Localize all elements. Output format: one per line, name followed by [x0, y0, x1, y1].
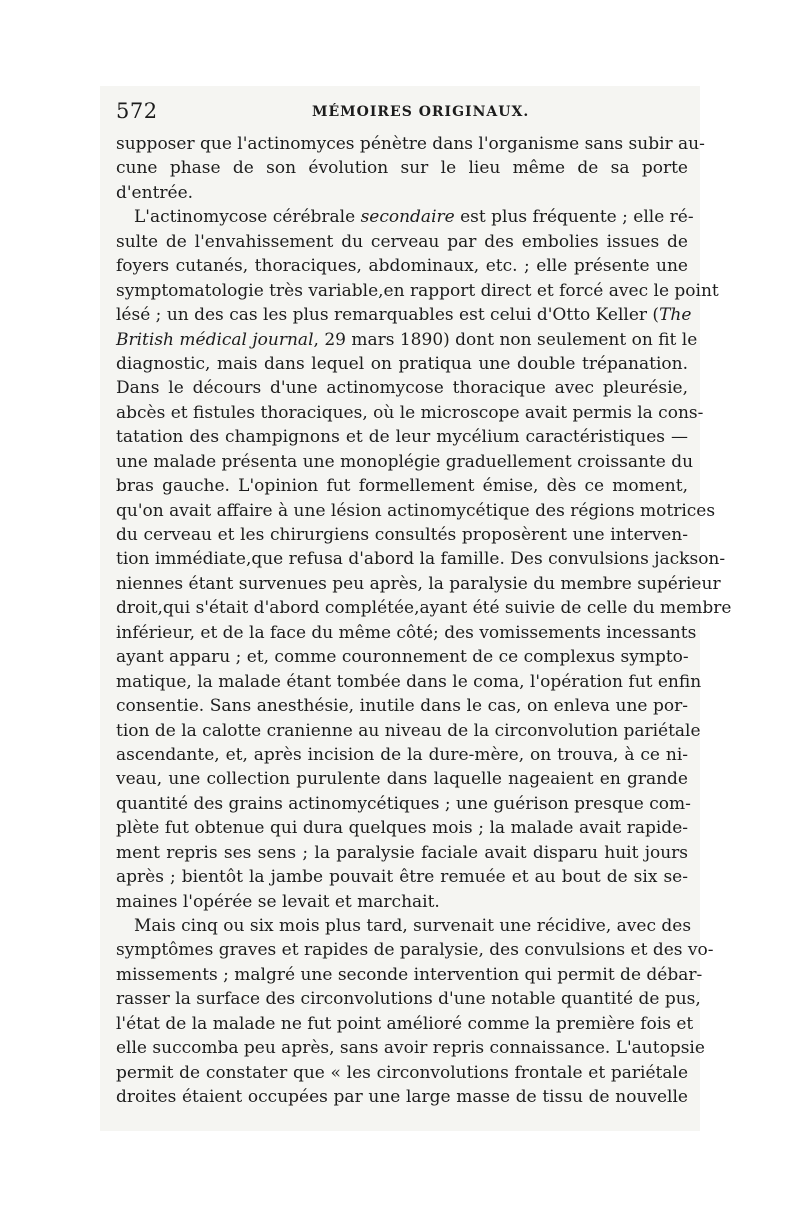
text-line: ascendante, et, après incision de la dure-mère, on trouva, à ce ni-	[116, 744, 688, 765]
text-line: d'entrée.	[116, 182, 194, 203]
text-line: supposer que l'actinomyces pénètre dans l'organisme sans subir au-	[116, 134, 705, 154]
text-line: cune phase de son évolution sur le lieu même de sa porte	[116, 158, 688, 179]
text-line: plète fut obtenue qui dura quelques mois ; la malade avait rapide-	[116, 818, 688, 839]
text-line: tion immédiate,que refusa d'abord la famille. Des convulsions jackson-	[116, 549, 726, 570]
text-line: tion de la calotte cranienne au niveau de la circonvolution pariétale	[116, 720, 701, 741]
running-title: MÉMOIRES ORIGINAUX.	[312, 104, 530, 120]
text-line: elle succomba peu après, sans avoir repris connaissance. L'autopsie	[116, 1038, 705, 1059]
text-line: qu'on avait affaire à une lésion actinomycétique des régions motrices	[116, 500, 716, 521]
text-line: quantité des grains actinomycétiques ; une guérison presque com-	[116, 793, 691, 814]
text-line: veau, une collection purulente dans laquelle nageaient en grande	[116, 769, 688, 790]
text-line: matique, la malade étant tombée dans le coma, l'opération fut enfin	[116, 671, 702, 692]
text-line: droites étaient occupées par une large masse de tissu de nouvelle	[116, 1087, 688, 1108]
text-line: rasser la surface des circonvolutions d'une notable quantité de pus,	[116, 989, 701, 1010]
journal-title-part: British médical journal	[116, 329, 314, 350]
text-run: est plus fréquente ; elle ré-	[454, 207, 694, 228]
text-line	[116, 328, 698, 352]
text-line: droit,qui s'était d'abord complétée,ayant été suivie de celle du membre	[116, 598, 732, 619]
text-line: foyers cutanés, thoraciques, abdominaux, etc. ; elle présente une	[116, 256, 688, 277]
text-run: , 29 mars 1890) dont non seulement on fit le	[313, 329, 698, 350]
text-line: consentie. Sans anesthésie, inutile dans le cas, on enleva une por-	[116, 696, 688, 717]
text-line: Mais cinq ou six mois plus tard, survenait une récidive, avec des	[134, 916, 692, 936]
body-text	[116, 132, 732, 1110]
text-run: lésé ; un des cas les plus remarquables est celui d'Otto Keller (	[116, 305, 660, 326]
text-line: l'état de la malade ne fut point amélioré comme la première fois et	[116, 1013, 694, 1034]
text-line: ayant apparu ; et, comme couronnement de ce complexus sympto-	[116, 647, 689, 668]
italic-term: secondaire	[360, 207, 455, 228]
text-line: sulte de l'envahissement du cerveau par des embolies issues de	[116, 231, 688, 252]
text-line: une malade présenta une monoplégie graduellement croissante du	[116, 451, 694, 472]
text-run: L'actinomycose cérébrale	[134, 207, 361, 228]
text-line: ment repris ses sens ; la paralysie faciale avait disparu huit jours	[116, 842, 688, 863]
page-header	[116, 96, 690, 126]
text-line: après ; bientôt la jambe pouvait être remuée et au bout de six se-	[116, 867, 688, 888]
text-line: du cerveau et les chirurgiens consultés proposèrent une interven-	[116, 525, 688, 545]
text-line	[116, 205, 694, 229]
text-line: symptomatologie très variable,en rapport direct et forcé avec le point	[116, 280, 719, 301]
text-line: abcès et fistules thoraciques, où le microscope avait permis la cons-	[116, 402, 704, 423]
text-line: permit de constater que « les circonvolutions frontale et pariétale	[116, 1062, 688, 1083]
text-line: niennes étant survenues peu après, la paralysie du membre supérieur	[116, 573, 721, 594]
text-line: tatation des champignons et de leur mycélium caractéristiques —	[116, 427, 688, 448]
text-line: Dans le décours d'une actinomycose thoracique avec pleurésie,	[116, 378, 688, 399]
journal-title-part: The	[659, 305, 692, 326]
page-number: 572	[116, 99, 158, 123]
text-line: diagnostic, mais dans lequel on pratiqua une double trépanation.	[116, 353, 688, 374]
text-line: bras gauche. L'opinion fut formellement émise, dès ce moment,	[116, 476, 688, 497]
text-line: missements ; malgré une seconde intervention qui permit de débar-	[116, 964, 703, 985]
text-line: symptômes graves et rapides de paralysie, des convulsions et des vo-	[116, 940, 714, 961]
text-line: maines l'opérée se levait et marchait.	[116, 891, 440, 912]
text-line: inférieur, et de la face du même côté; des vomissements incessants	[116, 622, 697, 643]
text-line	[116, 303, 692, 327]
